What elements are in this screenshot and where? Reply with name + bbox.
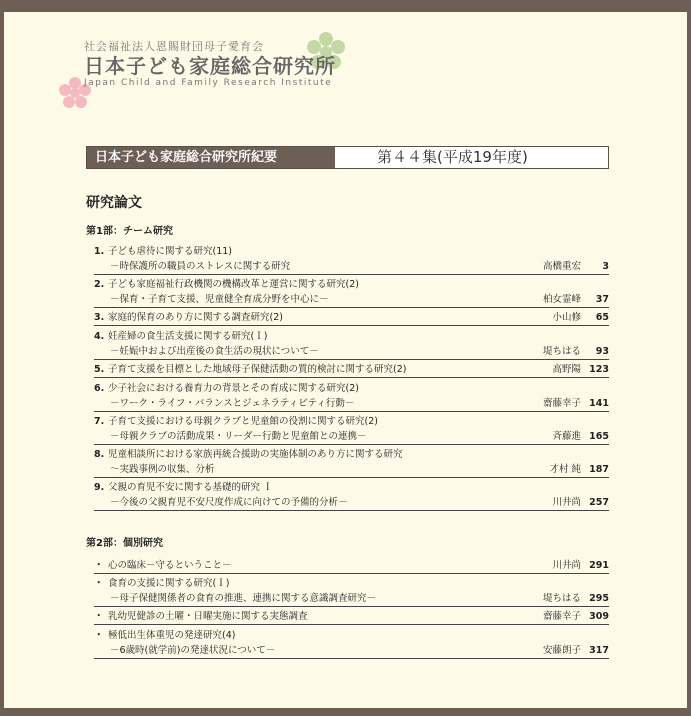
- entry-page: 317: [589, 645, 609, 656]
- entry-page: 257: [589, 497, 609, 508]
- entry-page: 3: [602, 261, 609, 272]
- entry-page: 37: [595, 294, 609, 305]
- entry-number: 6.: [94, 383, 105, 394]
- part-heading: 第2部：個別研究: [86, 538, 163, 549]
- entry-number: 1.: [94, 246, 105, 257]
- toc-entry[interactable]: [94, 480, 609, 511]
- entry-bullet: ・: [94, 611, 104, 622]
- entry-page: 309: [589, 611, 609, 622]
- entry-subtitle: －時保護所の職員のストレスに関する研究: [110, 261, 291, 272]
- entry-bullet: ・: [94, 578, 104, 589]
- toc-entry[interactable]: [94, 414, 609, 445]
- entry-page: 141: [589, 398, 609, 409]
- toc-entry[interactable]: [94, 244, 609, 275]
- entry-page: 291: [589, 560, 609, 571]
- entry-subtitle: －ワーク・ライフ・バランスとジェネラティビティ行動－: [110, 398, 355, 409]
- toc-entry[interactable]: [94, 277, 609, 308]
- entry-author: 高野陽: [552, 364, 581, 375]
- document-page: [4, 12, 687, 708]
- entry-title: 家庭的保育のあり方に関する調査研究(2): [108, 312, 283, 323]
- institute-name: 日本子ども家庭総合研究所: [84, 54, 336, 78]
- entry-author: 川井尚: [552, 560, 581, 571]
- entry-title: 子ども虐待に関する研究(11): [108, 246, 233, 257]
- section-heading: 研究論文: [86, 195, 142, 211]
- entry-author: 堤ちはる: [542, 346, 581, 357]
- entry-title: 子ども家庭福祉行政機関の機構改革と運営に関する研究(2): [108, 279, 359, 290]
- entry-author: 齋藤幸子: [542, 611, 581, 622]
- entry-title: 児童相談所における家族再統合援助の実施体制のあり方に関する研究: [108, 449, 403, 460]
- entry-author: 川井尚: [552, 497, 581, 508]
- entry-author: 才村 純: [549, 464, 581, 475]
- organization-name: 社会福祉法人恩賜財団母子愛育会: [84, 40, 264, 53]
- entry-number: 2.: [94, 279, 105, 290]
- entry-subtitle: ～実践事例の収集、分析: [110, 464, 215, 475]
- entry-subtitle: －保育・子育て支援、児童健全育成分野を中心に－: [110, 294, 329, 305]
- toc-entry[interactable]: [94, 310, 609, 326]
- entry-author: 堤ちはる: [542, 593, 581, 604]
- toc-entry[interactable]: [94, 628, 609, 659]
- institute-name-english: Japan Child and Family Research Institute: [84, 78, 333, 88]
- toc-entry[interactable]: [94, 381, 609, 412]
- entry-page: 65: [595, 312, 609, 323]
- toc-entry[interactable]: [94, 329, 609, 360]
- toc-entry[interactable]: [94, 447, 609, 478]
- entry-subtitle: －母子保健関係者の食育の推進、連携に関する意識調査研究－: [110, 593, 377, 604]
- entry-number: 7.: [94, 416, 105, 427]
- entry-title: 乳幼児健診の土曜・日曜実施に関する実態調査: [108, 611, 308, 622]
- entry-title: 食育の支援に関する研究(Ｉ): [108, 578, 230, 589]
- entry-author: 小山修: [552, 312, 581, 323]
- part-heading: 第1部：チーム研究: [86, 226, 173, 237]
- entry-subtitle: －妊娠中および出産後の食生活の現状について－: [110, 346, 319, 357]
- entry-page: 295: [589, 593, 609, 604]
- entry-title: 心の臨床－守るということ－: [108, 560, 232, 571]
- entry-page: 187: [589, 464, 609, 475]
- entry-page: 165: [589, 431, 609, 442]
- entry-title: 子育て支援を目標とした地域母子保健活動の質的検討に関する研究(2): [108, 364, 407, 375]
- journal-title: 日本子ども家庭総合研究所紀要: [87, 147, 335, 168]
- entry-number: 9.: [94, 482, 105, 493]
- volume-label: 第４４集(平成19年度): [377, 148, 528, 166]
- entry-title: 子育て支援における母親クラブと児童館の役割に関する研究(2): [108, 416, 378, 427]
- entry-bullet: ・: [94, 560, 104, 571]
- entry-author: 柏女霊峰: [542, 294, 581, 305]
- journal-title-bar: [86, 146, 609, 169]
- entry-page: 123: [589, 364, 609, 375]
- entry-title: 父親の育児不安に関する基礎的研究 Ｉ: [108, 482, 273, 493]
- entry-number: 5.: [94, 364, 105, 375]
- entry-author: 安藤朗子: [542, 645, 581, 656]
- entry-number: 4.: [94, 331, 105, 342]
- entry-author: 斉藤進: [552, 431, 581, 442]
- entry-page: 93: [595, 346, 609, 357]
- entry-number: 8.: [94, 449, 105, 460]
- entry-number: 3.: [94, 312, 105, 323]
- entry-title: 妊産婦の食生活支援に関する研究(Ｉ): [108, 331, 268, 342]
- entry-author: 高橋重宏: [542, 261, 581, 272]
- entry-author: 齋藤幸子: [542, 398, 581, 409]
- toc-entry[interactable]: [94, 362, 609, 378]
- toc-entry[interactable]: [94, 558, 609, 574]
- entry-subtitle: －今後の父親育児不安尺度作成に向けての予備的分析－: [110, 497, 348, 508]
- toc-entry[interactable]: [94, 576, 609, 607]
- entry-bullet: ・: [94, 630, 104, 641]
- toc-entry[interactable]: [94, 609, 609, 625]
- entry-title: 極低出生体重児の発達研究(4): [108, 630, 236, 641]
- entry-subtitle: －母親クラブの活動成果・リーダー行動と児童館との連携－: [110, 431, 367, 442]
- entry-subtitle: －6歳時(就学前)の発達状況について－: [110, 645, 276, 656]
- entry-title: 少子社会における養育力の背景とその育成に関する研究(2): [108, 383, 359, 394]
